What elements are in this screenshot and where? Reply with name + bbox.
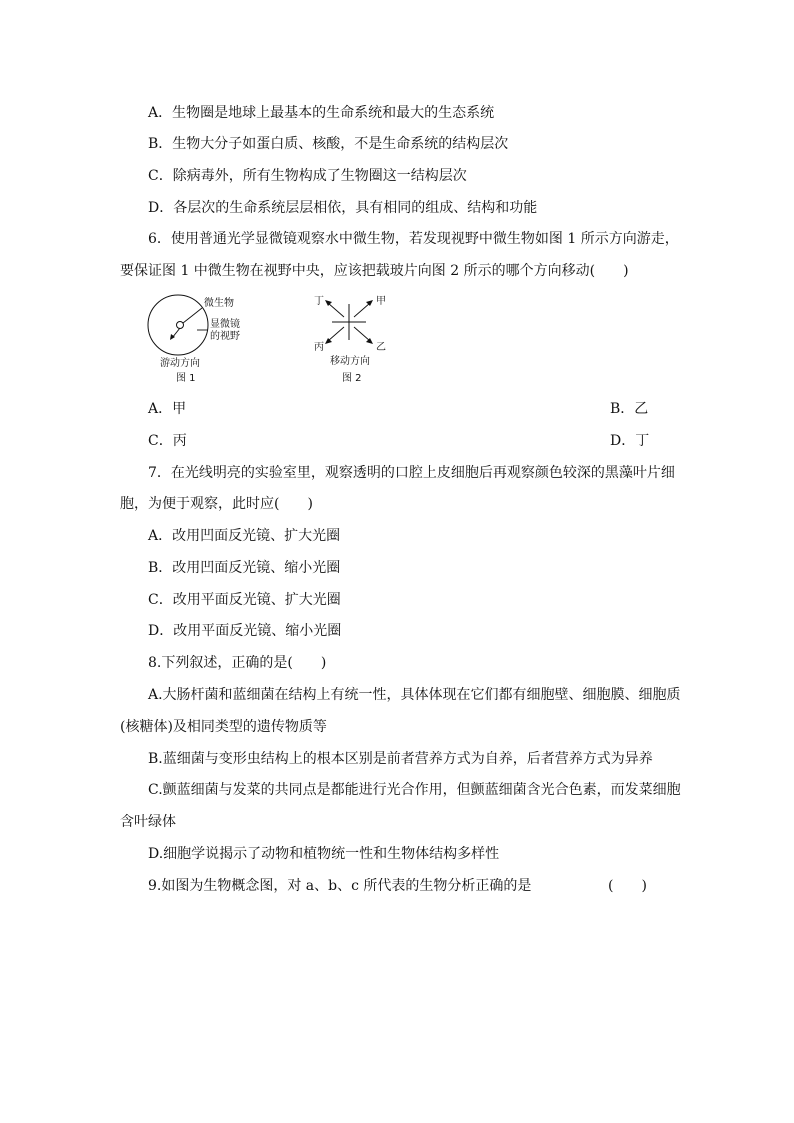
q8-option-a-line1: A.大肠杆菌和蓝细菌在结构上有统一性，具体体现在它们都有细胞壁、细胞膜、细胞质 [148,687,681,703]
q6-stem-line1: 6．使用普通光学显微镜观察水中微生物，若发现视野中微生物如图 1 所示方向游走， [148,231,679,247]
label-view-2: 的视野 [210,331,240,342]
label-jia: 甲 [376,296,386,307]
q7-stem-line2: 胞，为便于观察，此时应( ) [120,496,313,512]
q9-stem: 9.如图为生物概念图，对 a、b、c 所代表的生物分析正确的是 [148,878,532,894]
label-bing: 丙 [314,342,324,353]
label-move-direction: 移动方向 [330,356,370,367]
q6-option-c: C．丙 [148,433,187,449]
q6-stem-line2: 要保证图 1 中微生物在视野中央，应该把载玻片向图 2 所示的哪个方向移动( ) [120,263,629,279]
figure-2-caption: 图 2 [342,373,362,384]
q8-option-c-line2: 含叶绿体 [120,814,176,830]
q5-option-d: D．各层次的生命系统层层相依，具有相同的组成、结构和功能 [148,200,538,216]
figure-2 [308,290,398,385]
figure-1-caption: 图 1 [176,373,196,384]
label-microbe: 微生物 [204,298,234,309]
label-view-1: 显微镜 [210,319,240,330]
q8-option-a-line2: (核糖体)及相同类型的遗传物质等 [120,719,327,735]
arrow-jia [354,303,370,317]
q8-option-b: B.蓝细菌与变形虫结构上的根本区别是前者营养方式为自养，后者营养方式为异养 [148,751,653,767]
q5-option-c: C．除病毒外，所有生物构成了生物圈这一结构层次 [148,168,467,184]
q9-answer-paren: ( ) [608,878,647,894]
q7-option-c: C．改用平面反光镜、扩大光圈 [148,592,341,608]
q7-option-b: B．改用凹面反光镜、缩小光圈 [148,560,341,576]
q7-option-a: A．改用凹面反光镜、扩大光圈 [148,528,341,544]
q7-stem-line1: 7．在光线明亮的实验室里，观察透明的口腔上皮细胞后再观察颜色较深的黑藻叶片细 [148,465,675,481]
q6-option-a: A．甲 [148,401,187,417]
q6-option-d: D．丁 [610,433,650,449]
figure-1 [140,290,270,385]
label-yi: 乙 [376,342,386,353]
q8-stem: 8.下列叙述，正确的是( ) [148,655,327,671]
q5-option-b: B．生物大分子如蛋白质、核酸，不是生命系统的结构层次 [148,136,509,152]
label-ding: 丁 [314,296,324,307]
microscope-view-circle [148,295,208,355]
q6-option-b: B．乙 [610,401,649,417]
q7-option-d: D．改用平面反光镜、缩小光圈 [148,623,342,639]
microbe-pointer [183,308,202,323]
label-swim-direction: 游动方向 [160,358,200,369]
arrow-bing [328,327,344,341]
q8-option-d: D.细胞学说揭示了动物和植物统一性和生物体结构多样性 [148,846,500,862]
q8-option-c-line1: C.颤蓝细菌与发菜的共同点是都能进行光合作用，但颤蓝细菌含光合色素，而发菜细胞 [148,782,681,798]
microbe-shape [177,322,184,329]
q5-option-a: A．生物圈是地球上最基本的生命系统和最大的生态系统 [148,105,495,121]
arrow-yi [354,327,370,341]
arrow-ding [328,303,344,317]
